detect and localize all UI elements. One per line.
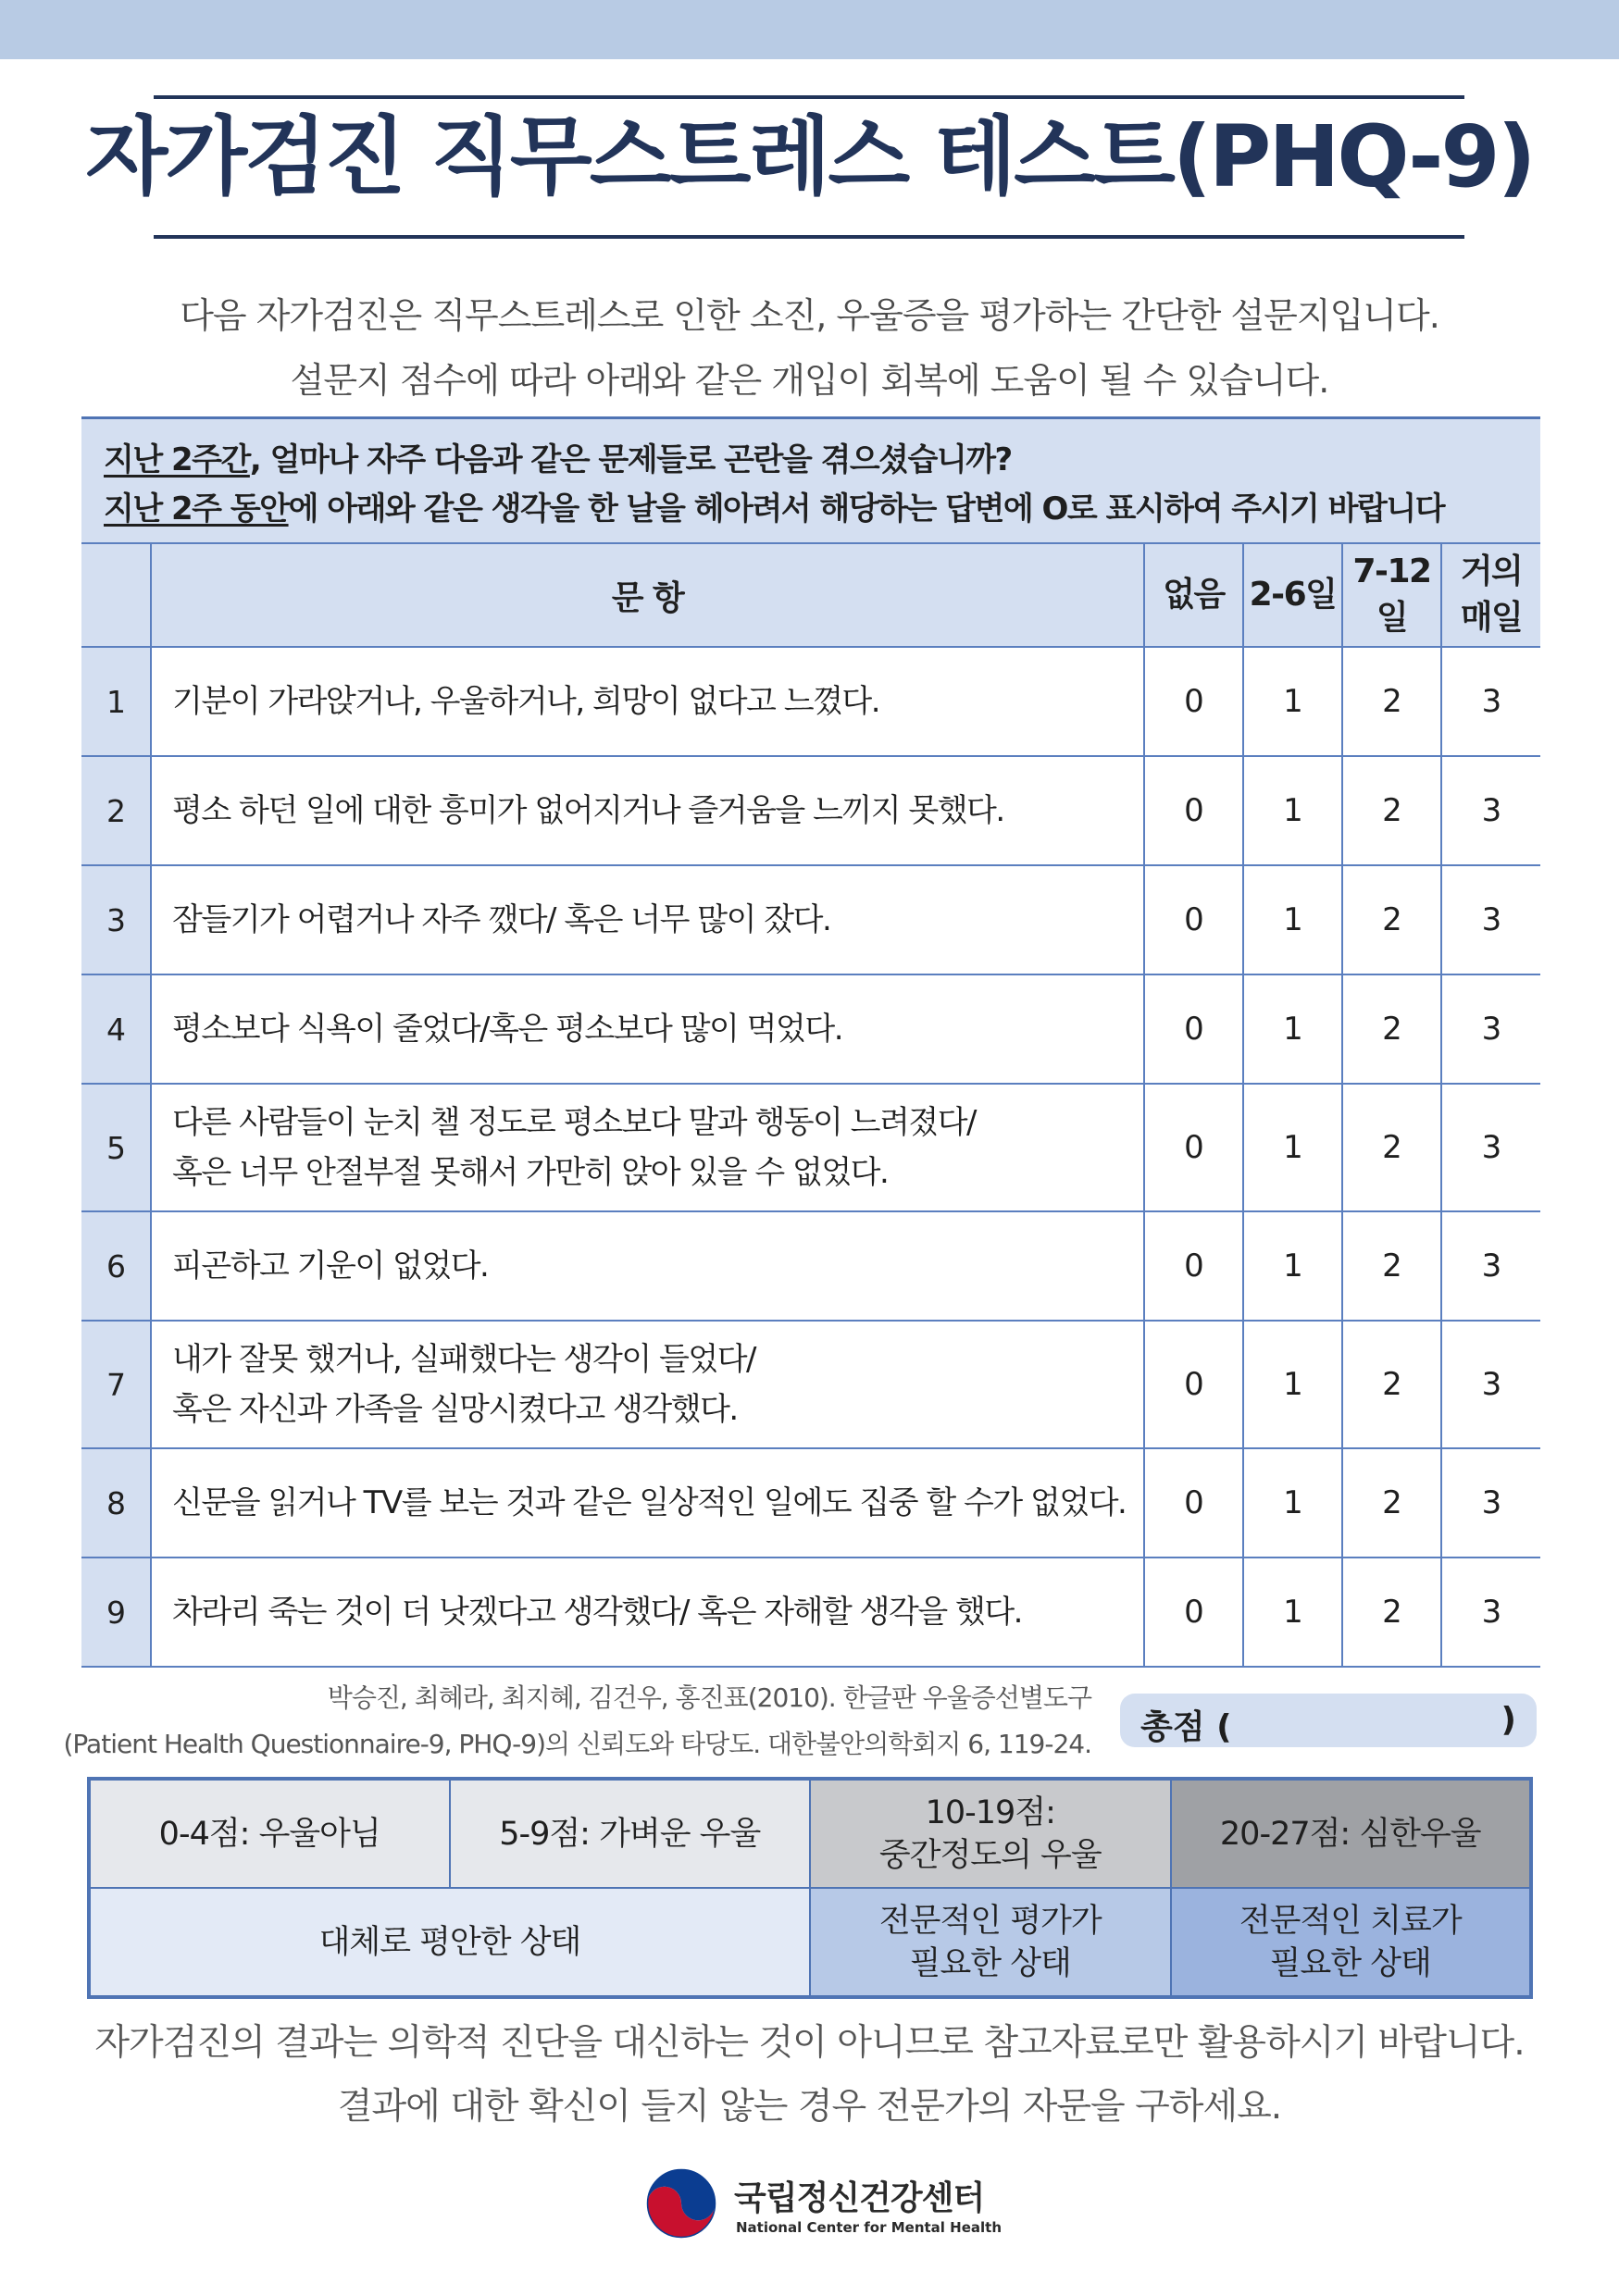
total-score-close: ): [1501, 1701, 1516, 1739]
score-option-1[interactable]: 1: [1243, 1321, 1342, 1448]
table-row: [81, 865, 1540, 974]
score-option-3[interactable]: 3: [1441, 1084, 1540, 1211]
score-option-3[interactable]: 3: [1441, 974, 1540, 1084]
question-line-2: 혹은 너무 안절부절 못해서 가만히 앉아 있을 수 없었다.: [172, 1154, 889, 1191]
table-row: [81, 1558, 1540, 1667]
score-option-0[interactable]: 0: [1144, 974, 1243, 1084]
header-question: 문 항: [151, 543, 1144, 647]
score-option-2[interactable]: 2: [1342, 1448, 1441, 1558]
state-calm: 대체로 평안한 상태: [89, 1888, 810, 1997]
header-option-7-12-days: 7-12일: [1342, 543, 1441, 647]
question-line-1: 평소 하던 일에 대한 흥미가 없어지거나 즐거움을 느끼지 못했다.: [172, 792, 1004, 829]
state-treatment-needed: [1171, 1888, 1532, 1997]
score-option-2[interactable]: 2: [1342, 865, 1441, 974]
score-option-2[interactable]: 2: [1342, 1558, 1441, 1667]
table-row: [81, 1084, 1540, 1211]
score-option-2[interactable]: 2: [1342, 974, 1441, 1084]
table-row: [81, 647, 1540, 756]
footer-line-2: 결과에 대한 확신이 들지 않는 경우 전문가의 자문을 구하세요.: [337, 2086, 1282, 2128]
grade-none: 0-4점: 우울아님: [89, 1779, 450, 1888]
score-option-0[interactable]: 0: [1144, 1084, 1243, 1211]
question-text: [151, 1211, 1144, 1321]
instructions-text-2: 에 아래와 같은 생각을 한 날을 헤아려서 해당하는 답변에 O로 표시하여 주시기 바랍니다: [288, 490, 1445, 527]
question-text: [151, 1084, 1144, 1211]
header-option-nearly-every-day: [1441, 543, 1540, 647]
score-option-1[interactable]: 1: [1243, 974, 1342, 1084]
intro-line-1: 다음 자가검진은 직무스트레스로 인한 소진, 우울증을 평가하는 간단한 설문지입니다.: [180, 295, 1439, 336]
table-row: [81, 1321, 1540, 1448]
score-option-0[interactable]: 0: [1144, 756, 1243, 865]
question-number: 7: [81, 1321, 151, 1448]
instructions-text-1: , 얼마나 자주 다음과 같은 문제들로 곤란을 겪으셨습니까?: [249, 441, 1012, 478]
table-row: [81, 1211, 1540, 1321]
phq9-table: [81, 542, 1540, 1668]
question-line-1: 신문을 읽거나 TV를 보는 것과 같은 일상적인 일에도 집중 할 수가 없었다.: [172, 1484, 1127, 1521]
score-option-1[interactable]: 1: [1243, 1084, 1342, 1211]
header-option-3-line-1: 거의: [1460, 552, 1523, 590]
score-option-1[interactable]: 1: [1243, 1211, 1342, 1321]
score-option-3[interactable]: 3: [1441, 1321, 1540, 1448]
score-option-1[interactable]: 1: [1243, 865, 1342, 974]
page-title: 자가검진 직무스트레스 테스트(PHQ-9): [85, 107, 1534, 206]
score-option-0[interactable]: 0: [1144, 1211, 1243, 1321]
state-evaluation-needed: [810, 1888, 1171, 1997]
grade-moderate-line-1: 10-19점:: [925, 1793, 1055, 1831]
question-number: 5: [81, 1084, 151, 1211]
question-number: 3: [81, 865, 151, 974]
grade-mild: 5-9점: 가벼운 우울: [450, 1779, 811, 1888]
state-treatment-line-1: 전문적인 치료가: [1239, 1902, 1462, 1940]
question-number: 4: [81, 974, 151, 1084]
score-option-1[interactable]: 1: [1243, 756, 1342, 865]
score-option-0[interactable]: 0: [1144, 1321, 1243, 1448]
score-option-2[interactable]: 2: [1342, 1084, 1441, 1211]
score-option-0[interactable]: 0: [1144, 1448, 1243, 1558]
total-score-label: 총점 (: [1140, 1708, 1232, 1746]
question-number: 2: [81, 756, 151, 865]
header-option-2-6-days: 2-6일: [1243, 543, 1342, 647]
title-rule-top: [154, 95, 1464, 99]
question-number: 9: [81, 1558, 151, 1667]
citation-line-1: 박승진, 최혜라, 최지혜, 김건우, 홍진표(2010). 한글판 우울증선별도구: [327, 1682, 1091, 1713]
question-line-1: 피곤하고 기운이 없었다.: [172, 1247, 489, 1285]
footer-line-1: 자가검진의 결과는 의학적 진단을 대신하는 것이 아니므로 참고자료로만 활용하시기 바랍니다.: [94, 2022, 1525, 2064]
state-row: [89, 1888, 1531, 1997]
score-option-3[interactable]: 3: [1441, 1558, 1540, 1667]
question-text: [151, 1558, 1144, 1667]
table-row: [81, 1448, 1540, 1558]
header-number-cell: [81, 543, 151, 647]
instructions-line-1: [104, 436, 1540, 485]
question-number: 6: [81, 1211, 151, 1321]
header-option-3-line-2: 매일: [1460, 599, 1523, 637]
score-option-3[interactable]: 3: [1441, 647, 1540, 756]
score-option-2[interactable]: 2: [1342, 1321, 1441, 1448]
instructions-line-2: [104, 485, 1540, 534]
score-option-1[interactable]: 1: [1243, 647, 1342, 756]
grade-moderate: [810, 1779, 1171, 1888]
question-line-1: 내가 잘못 했거나, 실패했다는 생각이 들었다/: [172, 1341, 755, 1378]
header-option-none: 없음: [1144, 543, 1243, 647]
score-option-3[interactable]: 3: [1441, 1448, 1540, 1558]
top-band: [0, 0, 1619, 59]
logo-name-english: National Center for Mental Health: [736, 2219, 1003, 2236]
question-text: [151, 647, 1144, 756]
question-line-1: 다른 사람들이 눈치 챌 정도로 평소보다 말과 행동이 느려졌다/: [172, 1104, 977, 1141]
score-option-1[interactable]: 1: [1243, 1448, 1342, 1558]
grade-moderate-line-2: 중간정도의 우울: [878, 1836, 1102, 1874]
score-option-3[interactable]: 3: [1441, 1211, 1540, 1321]
score-option-2[interactable]: 2: [1342, 756, 1441, 865]
taegeuk-logo-icon: [646, 2168, 716, 2239]
question-text: [151, 974, 1144, 1084]
score-option-3[interactable]: 3: [1441, 756, 1540, 865]
question-line-1: 차라리 죽는 것이 더 낫겠다고 생각했다/ 혹은 자해할 생각을 했다.: [172, 1594, 1022, 1631]
score-option-0[interactable]: 0: [1144, 1558, 1243, 1667]
score-option-2[interactable]: 2: [1342, 1211, 1441, 1321]
table-row: [81, 756, 1540, 865]
total-score-box: [1120, 1694, 1537, 1747]
score-option-2[interactable]: 2: [1342, 647, 1441, 756]
logo-name-korean: 국립정신건강센터: [734, 2179, 985, 2217]
question-line-1: 평소보다 식욕이 줄었다/혹은 평소보다 많이 먹었다.: [172, 1011, 843, 1048]
score-option-3[interactable]: 3: [1441, 865, 1540, 974]
intro-line-2: 설문지 점수에 따라 아래와 같은 개입이 회복에 도움이 될 수 있습니다.: [290, 360, 1329, 401]
score-range-row: [89, 1779, 1531, 1888]
question-number: 1: [81, 647, 151, 756]
citation-line-2: (Patient Health Questionnaire-9, PHQ-9)의 신뢰도와 타당도. 대한불안의학회지 6, 119-24.: [63, 1729, 1091, 1759]
score-option-0[interactable]: 0: [1144, 865, 1243, 974]
question-text: [151, 1321, 1144, 1448]
instructions-box: [81, 416, 1540, 542]
instructions-period-1: 지난 2주간: [104, 441, 250, 478]
state-evaluation-line-1: 전문적인 평가가: [878, 1902, 1102, 1940]
question-line-1: 기분이 가라앉거나, 우울하거나, 희망이 없다고 느꼈다.: [172, 683, 880, 720]
score-interpretation-table: [87, 1777, 1533, 1999]
question-line-1: 잠들기가 어렵거나 자주 깼다/ 혹은 너무 많이 잤다.: [172, 901, 831, 938]
table-row: [81, 974, 1540, 1084]
title-rule-bottom: [154, 235, 1464, 239]
question-number: 8: [81, 1448, 151, 1558]
question-text: [151, 1448, 1144, 1558]
score-option-0[interactable]: 0: [1144, 647, 1243, 756]
state-treatment-line-2: 필요한 상태: [1269, 1944, 1431, 1982]
state-evaluation-line-2: 필요한 상태: [909, 1944, 1071, 1982]
question-text: [151, 865, 1144, 974]
question-line-2: 혹은 자신과 가족을 실망시켰다고 생각했다.: [172, 1391, 738, 1428]
question-text: [151, 756, 1144, 865]
table-header-row: [81, 543, 1540, 647]
instructions-period-2: 지난 2주 동안: [104, 490, 289, 527]
score-option-1[interactable]: 1: [1243, 1558, 1342, 1667]
grade-severe: 20-27점: 심한우울: [1171, 1779, 1532, 1888]
